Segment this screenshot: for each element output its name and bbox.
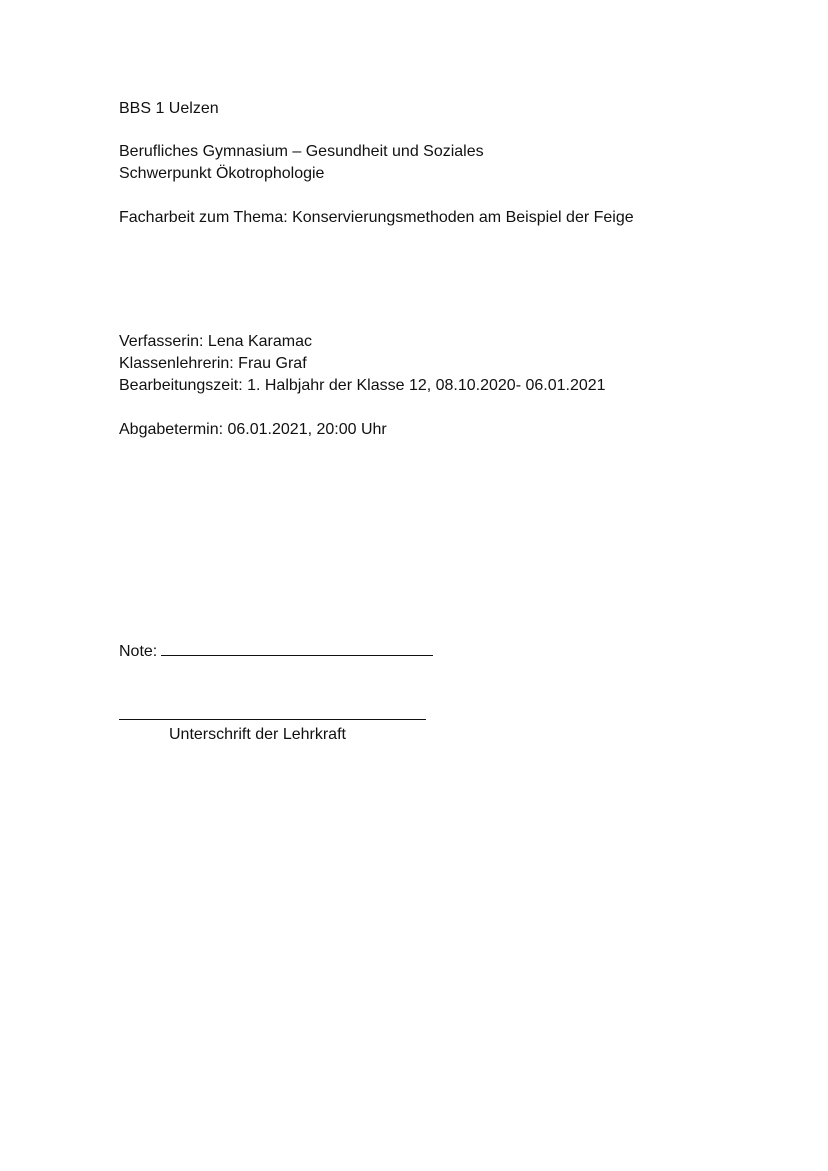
signature-blank-line [119, 719, 426, 720]
signature-caption: Unterschrift der Lehrkraft [169, 726, 346, 743]
deadline-line: Abgabetermin: 06.01.2021, 20:00 Uhr [119, 421, 387, 438]
author-line: Verfasserin: Lena Karamac [119, 333, 312, 350]
teacher-line: Klassenlehrerin: Frau Graf [119, 355, 307, 372]
program-focus: Schwerpunkt Ökotrophologie [119, 165, 325, 182]
grade-blank-line [161, 641, 433, 656]
period-line: Bearbeitungszeit: 1. Halbjahr der Klasse 12, 08.10.2020- 06.01.2021 [119, 377, 606, 394]
paper-topic: Facharbeit zum Thema: Konservierungsmethoden am Beispiel der Feige [119, 209, 634, 226]
grade-label: Note: [119, 643, 158, 660]
program-name: Berufliches Gymnasium – Gesundheit und Soziales [119, 143, 484, 160]
grade-field [119, 641, 433, 662]
school-name: BBS 1 Uelzen [119, 100, 219, 117]
